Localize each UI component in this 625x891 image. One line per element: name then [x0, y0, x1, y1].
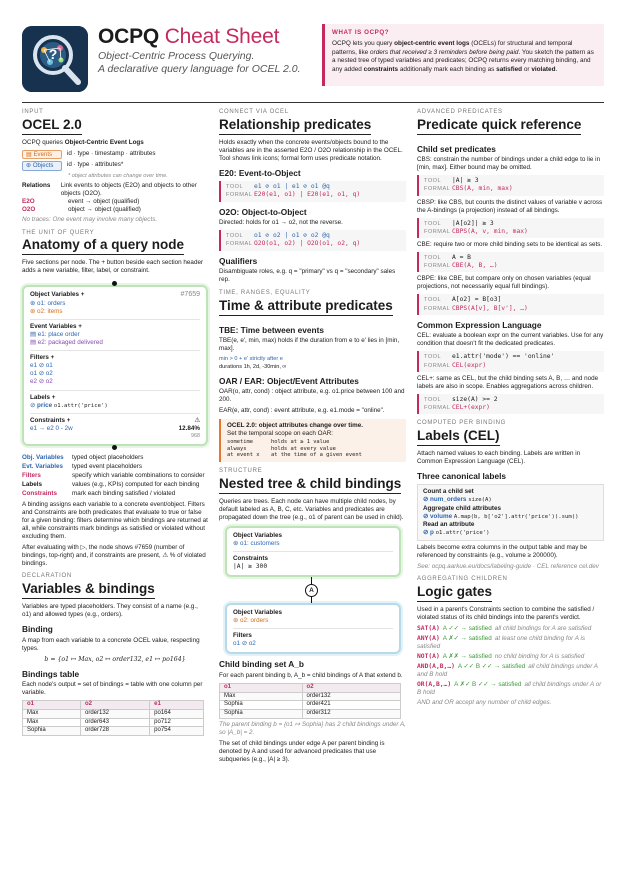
no-traces-note: No traces: One event may involve many objects. [22, 215, 158, 223]
heading-logic-gates: Logic gates [417, 585, 492, 602]
table-cell: order132 [302, 692, 400, 701]
definition-desc: typed event placeholders [72, 462, 143, 470]
table-cell: po712 [150, 718, 204, 727]
table-cell: Max [23, 718, 81, 727]
child-table-caption: The parent binding b = {o1 ↦ Sophia} has 2 child bindings under A, so |A_b| = 2. [219, 720, 406, 736]
definition-term: Constraints [22, 489, 57, 497]
labels-header[interactable]: Labels + [30, 393, 56, 401]
var-e1[interactable]: ▤ e1: place order [30, 331, 80, 339]
definition-row [22, 490, 208, 498]
ocpq-logo [22, 26, 88, 92]
table-row [220, 710, 401, 719]
constraints-header[interactable]: Constraints + [30, 416, 71, 424]
filter-1[interactable]: e1 ⊘ o1 [30, 362, 53, 370]
definition-desc: specify which variable combinations to consider [72, 471, 205, 479]
ocel-note: OCEL 2.0: object attributes change over time. Set the temporal scope on each OAR: sometime holds at ≥ 1 value always holds at every value at event x at the time of a given event [219, 419, 406, 463]
heading-predicate-ref: Predicate quick reference [417, 118, 581, 135]
cbsp-code: TOOL |A[o2]| ≥ 3 FORMAL CBPS(A, v, min, max) [417, 218, 604, 238]
table-header-cell: o2 [80, 701, 149, 710]
child-bindings-table [219, 683, 401, 719]
cbs-text: CBS: constrain the number of bindings under a child edge to lie in [min, max]. Either bound may be omitted. [417, 156, 601, 172]
definition-desc: mark each binding satisfied / violated [72, 489, 176, 497]
scope-row [227, 446, 400, 453]
table-cell: Sophia [220, 701, 303, 710]
gate-name: SAT(A) [417, 624, 440, 632]
canonical-labels-box: Count a child set ⊘ num_orders size(A) Aggregate child attributes ⊘ volume A.map(b, b['o2'].attr('price')).sum() Read an attribute ⊘ p o1.attr('price') [417, 484, 604, 541]
section-label: ADVANCED PREDICATES [417, 109, 503, 115]
child-set-text: For each parent binding b, A_b = child bindings of A that extend b. [219, 671, 403, 679]
cbpe-code: TOOL A[o2] = B[o3] FORMAL CBPS(A[v], B[v'], …) [417, 294, 604, 314]
heading-child-set: Child binding set A_b [219, 659, 304, 670]
see-also: See: ocpq.aarkue.eu/docs/labeling-guide · CEL reference cel.dev [417, 563, 599, 571]
definition-list [22, 454, 208, 498]
table-cell: po754 [150, 727, 204, 736]
gate-name: AND(A,B,…) [417, 662, 455, 670]
header-divider [22, 102, 604, 103]
warning-icon: ⚠ [194, 416, 200, 424]
qual-text: Disambiguate roles, e.g. q = "primary" vs q = "secondary" sales rep. [219, 268, 396, 284]
column-3 [417, 109, 604, 710]
vars-text: Variables are typed placeholders. They consist of a name (e.g., o1) and allowed types (e.g., orders). [22, 602, 198, 618]
heading-relationship: Relationship predicates [219, 118, 371, 135]
gate-example: A ✗✓ B ✓✓ → satisfied [454, 680, 522, 688]
cbe-text: CBE: require two or more child binding sets to be identical as sets. [417, 240, 603, 248]
query-node-example [22, 281, 208, 450]
celp-code: TOOL size(A) >= 2 FORMAL CEL+(expr) [417, 394, 604, 414]
logic-gates-list [417, 625, 604, 697]
heading-qualifiers: Qualifiers [219, 255, 258, 266]
heading-tbe: TBE: Time between events [219, 324, 324, 335]
scope-name: sometime [227, 438, 253, 445]
table-header-cell: e1 [150, 701, 204, 710]
heading-time: Time & attribute predicates [219, 299, 393, 316]
table-row [220, 701, 401, 710]
tbe-text: TBE(e, e', min, max) holds if the duration from e to e' lies in [min, max]. [219, 337, 400, 353]
header [22, 24, 604, 94]
section-label: TIME, RANGES, EQUALITY [219, 290, 311, 297]
gate-name: OR(A,B,…) [417, 680, 452, 688]
anatomy-text: Five sections per node. The + button beside each section header adds a new variable, filter, label, or constraint. [22, 259, 204, 275]
table-row [220, 692, 401, 701]
heading-ocel: OCEL 2.0 [22, 118, 82, 135]
definition-desc: typed object placeholders [72, 453, 144, 461]
gate-desc: all child bindings under A and B hold [417, 662, 598, 678]
objects-badge: ⊛ Objects [22, 161, 62, 171]
table-cell: order728 [80, 727, 149, 736]
table-header-cell: o1 [23, 701, 81, 710]
gate-desc: all child bindings for A are satisfied [494, 624, 592, 632]
heading-o2o: O2O: Object-to-Object [219, 206, 307, 217]
table-cell: order312 [302, 710, 400, 719]
scope-desc: at the time of a given event [271, 452, 362, 459]
gate-row [417, 653, 604, 661]
events-badge: ▤ Events [22, 150, 62, 160]
o2o-row: O2O object → object (qualified) [22, 206, 141, 214]
binding-paragraph: A binding assigns each variable to a concrete event/object. Filters and Constraints are both predicates that evaluate to true or false for a given binding: filters determine which bindings are returned at all, while constraints mark bindings as satisfied or violated without excluding them. [22, 500, 208, 541]
filter-2[interactable]: o1 ⊘ o2 [30, 370, 53, 378]
child-set-text-2: The set of child bindings under edge A per parent binding is denoted by A and used for advanced predicates that use subqueries (e.g., |A| ≥ 3). [219, 739, 385, 763]
heading-labels: Labels (CEL) [417, 429, 500, 446]
heading-canonical: Three canonical labels [417, 470, 506, 481]
scope-desc: holds at ≥ 1 value [271, 438, 330, 445]
node-id: #7659 [180, 291, 200, 299]
gate-row [417, 681, 604, 697]
gate-example: A ✗✗ → satisfied [442, 652, 492, 660]
definition-term: Evt. Variables [22, 462, 63, 470]
definition-row [22, 472, 208, 480]
gate-example: A ✗✓ → satisfied [442, 634, 492, 642]
e2o-code: TOOL e1 ⊘ o1 | e1 ⊘ o1 @q FORMAL E20(e1, o1) | E20(e1, o1, q) [219, 181, 406, 201]
cbe-code: TOOL A = B FORMAL CBE(A, B, …) [417, 252, 604, 272]
heading-anatomy: Anatomy of a query node [22, 238, 184, 255]
filter-3[interactable]: e2 ⊘ o2 [30, 378, 53, 386]
definition-row [22, 481, 208, 489]
table-header-cell: o2 [302, 684, 400, 693]
object-variables-header[interactable]: Object Variables + [30, 291, 85, 299]
cbsp-text: CBSP: like CBS, but counts the distinct values of variable v across the A-bindings (a projection) instead of all bindings. [417, 198, 603, 214]
page-title: OCPQ Cheat Sheet [98, 25, 280, 48]
section-label: AGGREGATING CHILDREN [417, 576, 508, 583]
table-cell: Sophia [220, 710, 303, 719]
scope-row [227, 439, 400, 446]
events-row: ▤ Events id · type · timestamp · attributes [22, 150, 208, 160]
bindings-table [22, 700, 204, 736]
heading-child-set-preds: Child set predicates [417, 143, 496, 154]
column-1 [22, 109, 208, 736]
page-subtitle: Object-Centric Process Querying. A declarative query language for OCEL 2.0. [98, 50, 301, 76]
definition-row [22, 454, 208, 462]
query-node[interactable] [22, 285, 208, 446]
gates-note: AND and OR accept any number of child edges. [417, 699, 552, 707]
table-header-cell: o1 [220, 684, 303, 693]
heading-oar: OAR / EAR: Object/Event Attributes [219, 375, 359, 386]
ear-text: EAR(e, attr, cond) : event attribute, e.g. e1.mode = "online". [219, 407, 385, 415]
gate-example: A ✓✓ B ✓✓ → satisfied [457, 662, 526, 670]
logic-text: Used in a parent's Constraints section to combine the satisfied / violated status of its child bindings into the parent's verdict. [417, 605, 595, 621]
var-o1[interactable]: ⊛ o1: orders [30, 300, 66, 308]
definition-term: Filters [22, 471, 41, 479]
heading-nested: Nested tree & child bindings [219, 477, 401, 494]
bindings-table-text: Each node's output = set of bindings = table with one column per variable. [22, 681, 203, 697]
table-cell: order643 [80, 718, 149, 727]
labels-text: Attach named values to each binding. Labels are written in Common Expression Language (CEL). [417, 449, 581, 465]
table-header-row [23, 701, 204, 710]
gate-desc: no child binding for A is satisfied [494, 652, 585, 660]
binding-formula: b = {o1 ↦ Max, o2 ↦ order132, e1 ↦ po164} [44, 655, 186, 663]
table-cell: po164 [150, 709, 204, 718]
section-label: THE UNIT OF QUERY [22, 229, 95, 236]
gate-row [417, 625, 604, 633]
heading-binding: Binding [22, 623, 53, 634]
cbs-code: TOOL |A| ≥ 3 FORMAL CBS(A, min, max) [417, 175, 604, 195]
filters-header[interactable]: Filters + [30, 354, 55, 362]
rel-text: Holds exactly when the concrete events/objects bound to the variables are in the asserted E2O / O2O relationship in the OCEL. Tool shows link icons; formal form uses predicate notation. [219, 138, 403, 162]
heading-variables: Variables & bindings [22, 582, 155, 599]
table-cell: Sophia [23, 727, 81, 736]
gate-desc: at least one child binding for A is satisfied [417, 634, 586, 650]
gate-row [417, 635, 604, 651]
violation-stats: ⚠ 12.84% 968 [178, 416, 200, 439]
table-cell: Max [220, 692, 303, 701]
gate-example: A ✓✓ → satisfied [442, 624, 492, 632]
scope-name: at event x [227, 452, 260, 459]
section-label: COMPUTED PER BINDING [417, 420, 507, 427]
var-o2[interactable]: ⊛ o2: items [30, 308, 63, 316]
definition-term: Labels [22, 480, 42, 488]
attr-note: * object attributes can change over time. [68, 173, 168, 180]
cel-code: TOOL e1.attr('mode') == 'online' FORMAL CEL(expr) [417, 351, 604, 371]
labels-text-2: Labels become extra columns in the output table and may be referenced by constraints (e.g., volume ≥ 200000). [417, 543, 588, 559]
celp-text: CEL+: same as CEL, but the child binding sets A, B, … and node labels are also in scope. Enables aggregations across children. [417, 374, 599, 390]
section-label: CONNECT VIA OCEL [219, 109, 289, 115]
tree-edge: A [219, 577, 406, 603]
table-cell: order421 [302, 701, 400, 710]
what-is-box: WHAT IS OCPQ? OCPQ lets you query object-centric event logs (OCELs) for structural and temporal patterns, like orders that received ≥ 3 reminders before being paid. You sketch the pattern as a nested tree of typed variables and predicates; OCPQ returns every matching binding, and any added constraints additionally mark each binding as satisfied or violated. [322, 24, 604, 86]
table-header-row [220, 684, 401, 693]
gate-row [417, 663, 604, 679]
table-cell: Max [23, 709, 81, 718]
heading-cel: Common Expression Language [417, 319, 542, 330]
oar-text: OAR(o, attr, cond) : object attribute, e.g. o1.price between 100 and 200. [219, 388, 405, 404]
definition-row [22, 463, 208, 471]
o2o-text: Directed: holds for o1 → o2, not the reverse. [219, 219, 343, 227]
gate-name: ANY(A) [417, 634, 440, 642]
e2o-row: E2O event → object (qualified) [22, 198, 140, 206]
parent-node[interactable]: Object Variables ⊛ o1: customers Constraints |A| ≥ 300 [225, 526, 401, 577]
scope-row [227, 452, 400, 459]
after-paragraph: After evaluating with ▷, the node shows #7659 (number of bindings, top-right) and, if constraints are present, ⚠ % of violated bindings. [22, 544, 206, 568]
child-node[interactable]: Object Variables ⊛ o2: orders Filters o1 ⊘ o2 [225, 603, 401, 654]
gate-desc: all child bindings under A or B hold [417, 680, 602, 697]
label-1[interactable]: ⊘ price o1.attr('price') [30, 401, 108, 409]
heading-e2o: E20: Event-to-Object [219, 167, 301, 178]
section-label: STRUCTURE [219, 468, 263, 475]
var-e2[interactable]: ▤ e2: packaged delivered [30, 339, 103, 347]
cel-text: CEL: evaluate a boolean expr on the current variables. Use for any condition that doesn't fit the dedicated predicates. [417, 332, 604, 348]
event-variables-header[interactable]: Event Variables + [30, 323, 82, 331]
scope-desc: holds at every value [271, 445, 336, 452]
binding-text: A map from each variable to a concrete OCEL value, respecting types. [22, 636, 200, 652]
scope-name: always [227, 445, 247, 452]
section-label: DECLARATION [22, 573, 72, 580]
cbpe-text: CBPE: like CBE, but compare only on chosen variables (equal projections, not necessarily equal full bindings). [417, 275, 591, 291]
gate-name: NOT(A) [417, 652, 440, 660]
ocel-intro: OCPQ queries Object-Centric Event Logs [22, 138, 144, 146]
definition-term: Obj. Variables [22, 453, 64, 461]
table-cell: order132 [80, 709, 149, 718]
o2o-code: TOOL o1 ⊘ o2 | o1 ⊘ o2 @q FORMAL O2O(o1, o2) | O2O(o1, o2, q) [219, 230, 406, 250]
table-row [23, 727, 204, 736]
table-row [23, 718, 204, 727]
tbe-examples: min > 0 + e' strictly after e durations 1h, 2d, -30min, ∞ [219, 356, 287, 370]
column-2 [219, 109, 406, 767]
nested-text: Queries are trees. Each node can have multiple child nodes, by default labeled as A, B, C, etc. Variables and predicates are propagated down the tree (e.g., o1 of parent can be used in child). [219, 497, 404, 521]
table-row [23, 709, 204, 718]
tree-example [219, 526, 406, 654]
section-label: INPUT [22, 109, 44, 115]
relations-row: Relations Link events to objects (E2O) and objects to other objects (O2O). [22, 182, 197, 198]
heading-bindings-table: Bindings table [22, 668, 80, 679]
definition-desc: values (e.g., KPIs) computed for each binding [72, 480, 200, 488]
svg-text:?: ? [48, 46, 58, 62]
objects-row: ⊛ Objects id · type · attributes* [22, 161, 208, 171]
constraint-1[interactable]: e1 → e2 0 - 2w [30, 424, 73, 432]
